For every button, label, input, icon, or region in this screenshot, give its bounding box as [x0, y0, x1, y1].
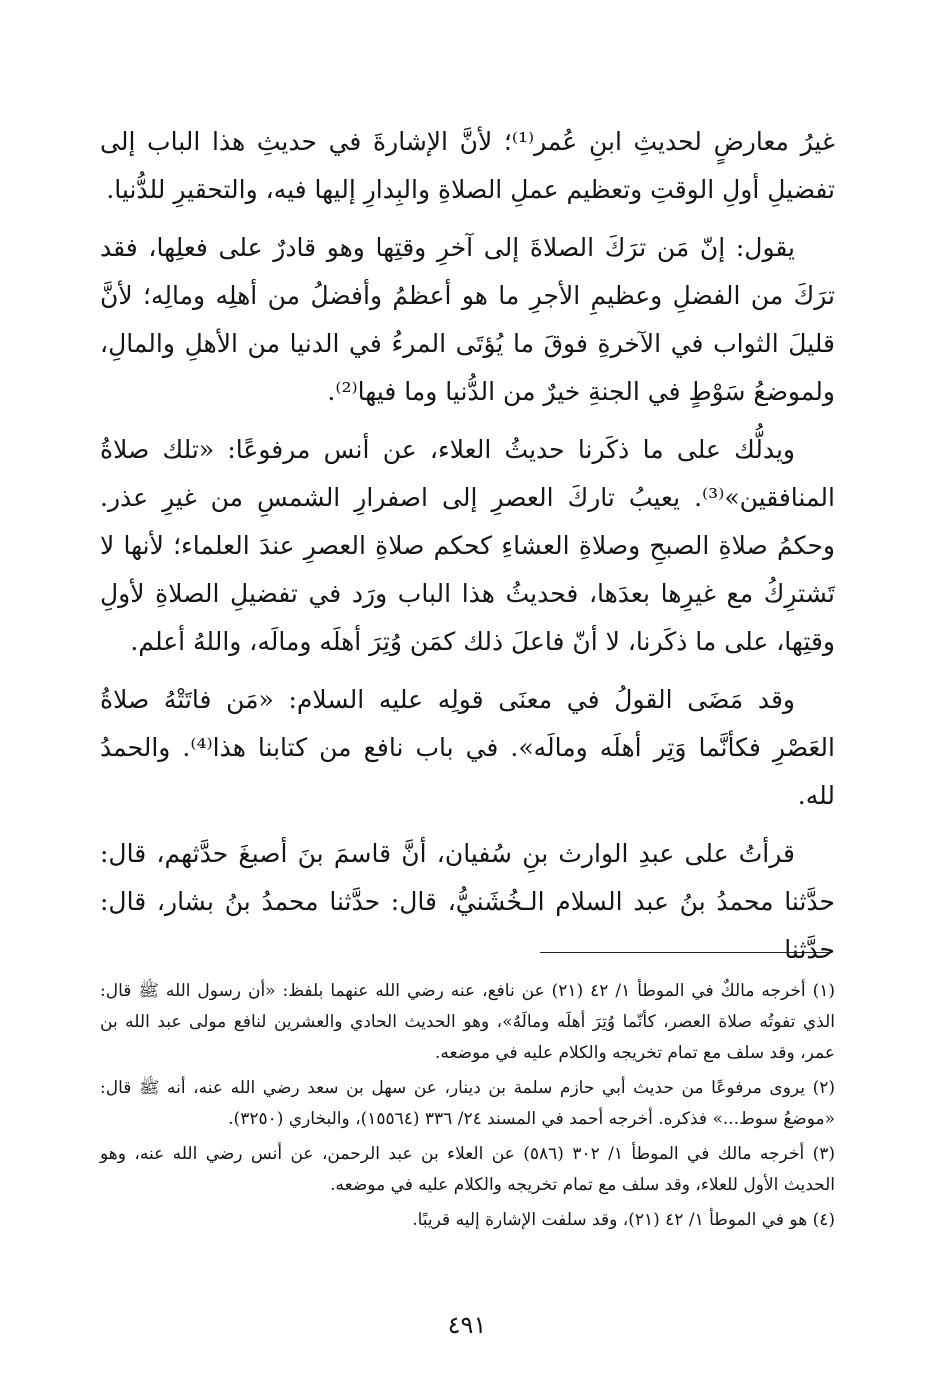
footnote-4: (٤) هو في الموطأ ١/ ٤٢ (٢١)، وقد سلفت الإشارة إليه قريبًا.	[412, 1210, 835, 1230]
footnote-divider	[540, 952, 832, 953]
page-number: ٤٩١	[447, 1311, 487, 1339]
footnote-1: (١) أخرجه مالكٌ في الموطأ ١/ ٤٢ (٢١) عن نافع، عنه رضي الله عنهما بلفظ: «أن رسول الله ﷺ قال: الذي تفوتُه صلاة العصر، كأنّما وُتِرَ أهلَه ومالَهُ»، وهو الحديث الحادي والعشرين لنافع مولى عبد الله بن عمر، وقد سلف مع تمام تخريجه والكلام عليه في موضعه.	[100, 981, 835, 1063]
paragraph-3: ويدلُّك على ما ذكَرنا حديثُ العلاء، عن أنس مرفوعًا: «تلك صلاةُ المنافقين»⁽³⁾. يعيبُ تاركَ العصرِ إلى اصفرارِ الشمسِ من غيرِ عذر. وحكمُ صلاةِ الصبحِ وصلاةِ العشاءِ كحكم صلاةِ العصرِ عندَ العلماء؛ لأنها لا تَشترِكُ مع غيرِها بعدَها، فحديثُ هذا الباب ورَد في تفضيلِ الصلاةِ لأولِ وقتِها، على ما ذكَرنا، لا أنّ فاعلَ ذلك كمَن وُتِرَ أهلَه ومالَه، واللهُ أعلم.	[100, 435, 835, 656]
footnotes-block	[100, 976, 835, 1240]
paragraph-5: قرأتُ على عبدِ الوارث بنِ سُفيان، أنَّ قاسمَ بنَ أصبغَ حدَّثهم، قال: حدَّثنا محمدُ بنُ عبد السلام الـخُشَنيُّ، قال: حدَّثنا محمدُ بنُ بشار، قال: حدَّثنا	[100, 839, 835, 964]
footnote-3: (٣) أخرجه مالك في الموطأ ١/ ٣٠٢ (٥٨٦) عن العلاء بن عبد الرحمن، عن أنس رضي الله عنه، وهو الحديث الأول للعلاء، وقد سلف مع تمام تخريجه والكلام عليه في موضعه.	[100, 1144, 835, 1195]
paragraph-4: وقد مَضَى القولُ في معنَى قولِه عليه السلام: «مَن فاتَتْهُ صلاةُ العَصْرِ فكأنَّما وَتِر أهلَه ومالَه». في باب نافع من كتابنا هذا⁽⁴⁾. والحمدُ لله.	[100, 685, 835, 810]
paragraph-1: غيرُ معارضٍ لحديثِ ابنِ عُمر⁽¹⁾؛ لأنَّ الإشارةَ في حديثِ هذا الباب إلى تفضيلِ أولِ الوقتِ وتعظيم عملِ الصلاةِ والبِدارِ إليها فيه، والتحقيرِ للدُّنيا.	[100, 127, 835, 204]
footnote-2: (٢) يروى مرفوعًا من حديث أبي حازم سلمة بن دينار، عن سهل بن سعد رضي الله عنه، أنه ﷺ قال: «موضعُ سوط...» فذكره. أخرجه أحمد في المسند ٢٤/ ٣٣٦ (١٥٥٦٤)، والبخاري (٣٢٥٠).	[100, 1078, 835, 1129]
paragraph-2: يقول: إنّ مَن ترَكَ الصلاةَ إلى آخرِ وقتِها وهو قادرٌ على فعلِها، فقد ترَكَ من الفضلِ وعظيمِ الأجرِ ما هو أعظمُ وأفضلُ من أهلِه ومالِه؛ لأنَّ قليلَ الثواب في الآخرةِ فوقَ ما يُؤتَى المرءُ في الدنيا من الأهلِ والمالِ، ولموضعُ سَوْطٍ في الجنةِ خيرٌ من الدُّنيا وما فيها⁽²⁾.	[100, 233, 835, 406]
main-text-block	[100, 118, 835, 984]
